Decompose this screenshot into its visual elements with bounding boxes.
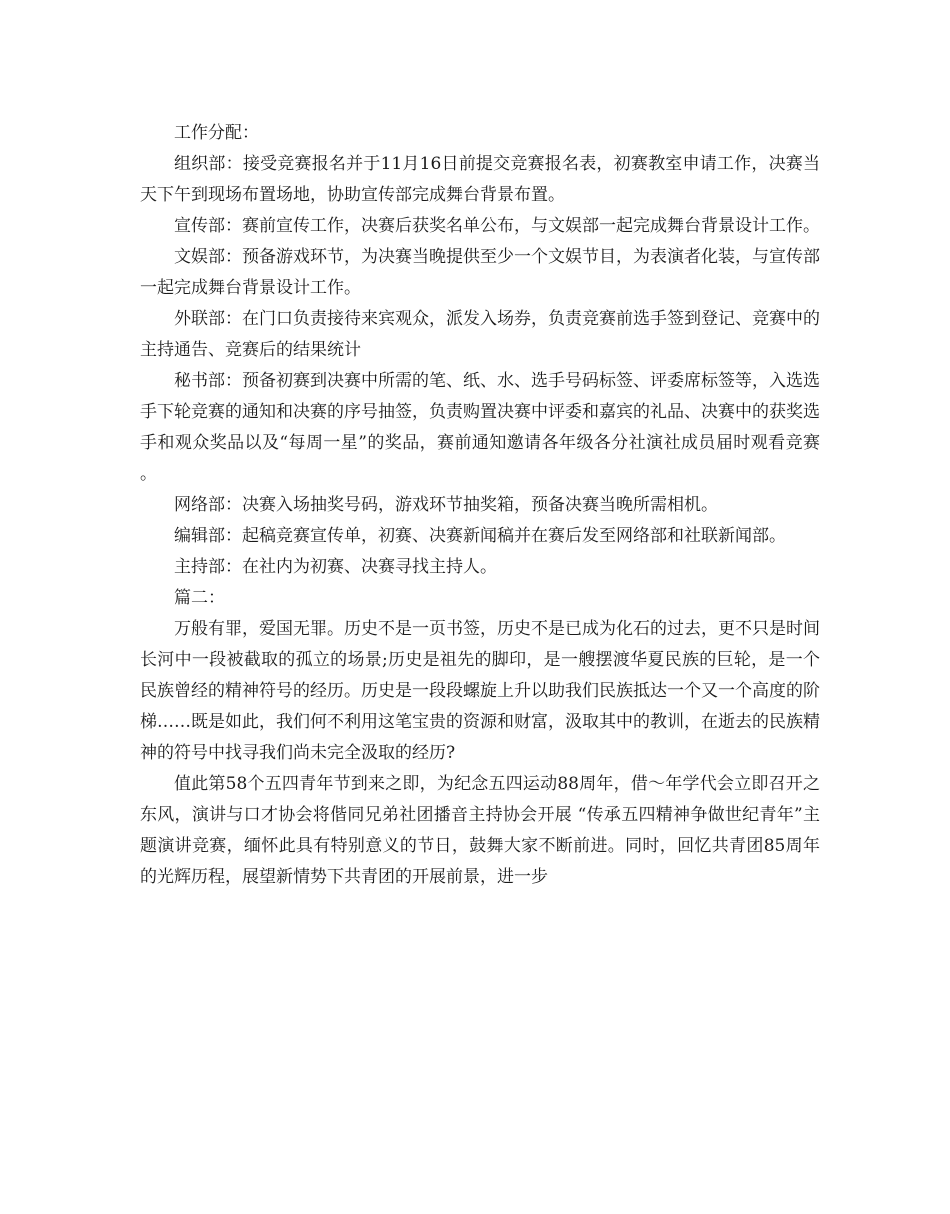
paragraph-work-assignment-heading: 工作分配： (174, 123, 259, 143)
document-body (140, 118, 820, 893)
paragraph-entertainment-dept: 文娱部：预备游戏环节，为决赛当晚提供至少一个文娱节目，为表演者化装，与宣传部一起完成舞台背景设计工作。 (140, 247, 820, 298)
paragraph-organization-dept: 组织部：接受竞赛报名并于11月16日前提交竞赛报名表，初赛教室申请工作，决赛当天下午到现场布置场地，协助宣传部完成舞台背景布置。 (140, 154, 820, 205)
paragraph-history-intro: 万般有罪，爱国无罪。历史不是一页书签，历史不是已成为化石的过去，更不只是时间长河中一段被截取的孤立的场景;历史是祖先的脚印，是一艘摆渡华夏民族的巨轮，是一个民族曾经的精神符号的经历。历史是一段段螺旋上升以助我们民族抵达一个又一个高度的阶梯……既是如此，我们何不利用这笔宝贵的资源和财富，汲取其中的教训，在逝去的民族精神的符号中找寻我们尚未完全汲取的经历? (140, 619, 820, 763)
paragraph-host-dept: 主持部：在社内为初赛、决赛寻找主持人。 (174, 557, 497, 577)
paragraph-may-fourth-event: 值此第58个五四青年节到来之即，为纪念五四运动88周年，借～年学代会立即召开之东风，演讲与口才协会将偕同兄弟社团播音主持协会开展 “传承五四精神争做世纪青年”主题演讲竞赛，缅怀此具有特别意义的节日，鼓舞大家不断前进。同时，回忆共青团85周年的光辉历程，展望新情势下共青团的开展前景，进一步 (140, 774, 820, 887)
paragraph-publicity-dept: 宣传部：赛前宣传工作，决赛后获奖名单公布，与文娱部一起完成舞台背景设计工作。 (174, 216, 820, 236)
paragraph-liaison-dept: 外联部：在门口负责接待来宾观众，派发入场券，负责竞赛前选手签到登记、竞赛中的主持通告、竞赛后的结果统计 (140, 309, 820, 360)
paragraph-part-two-heading: 篇二： (174, 588, 225, 608)
paragraph-editorial-dept: 编辑部：起稿竞赛宣传单，初赛、决赛新闻稿并在赛后发至网络部和社联新闻部。 (174, 526, 786, 546)
paragraph-network-dept: 网络部：决赛入场抽奖号码，游戏环节抽奖箱，预备决赛当晚所需相机。 (174, 495, 718, 515)
paragraph-secretariat-dept: 秘书部：预备初赛到决赛中所需的笔、纸、水、选手号码标签、评委席标签等，入选选手下轮竞赛的通知和决赛的序号抽签，负责购置决赛中评委和嘉宾的礼品、决赛中的获奖选手和观众奖品以及“每周一星”的奖品，赛前通知邀请各年级各分社演社成员届时观看竞赛。 (140, 371, 820, 484)
